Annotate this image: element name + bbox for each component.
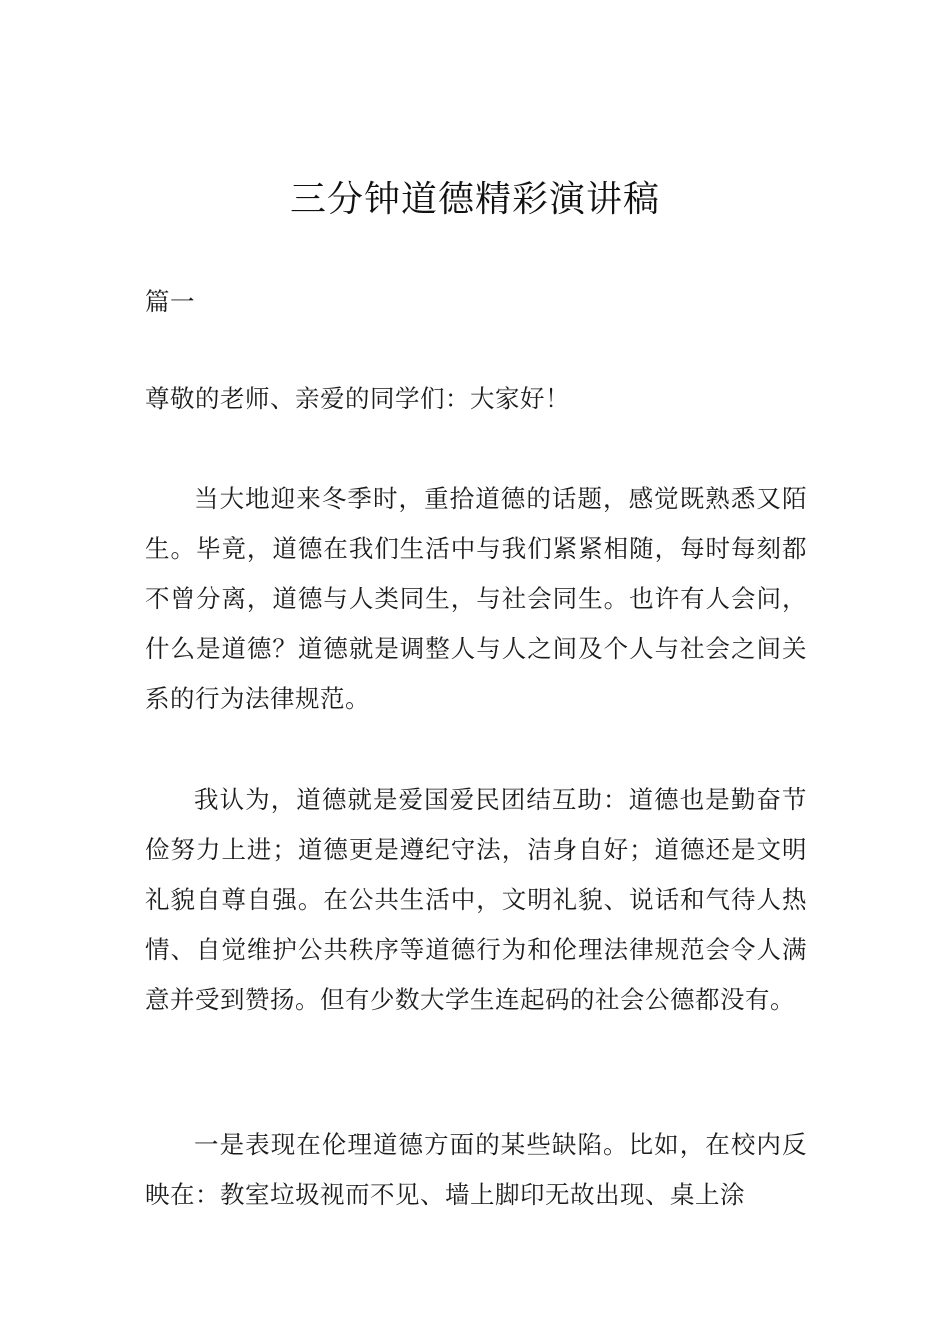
greeting-line: 尊敬的老师、亲爱的同学们：大家好！: [145, 384, 570, 413]
document-title: 三分钟道德精彩演讲稿: [289, 179, 660, 220]
body-paragraph-2: 我认为，道德就是爱国爱民团结互助：道德也是勤奋节俭努力上进；道德更是遵纪守法，洁身自好；道德还是文明礼貌自尊自强。在公共生活中，文明礼貌、说话和气待人热情、自觉维护公共秩序等道德行为和伦理法律规范会令人满意并受到赞扬。但有少数大学生连起码的社会公德都没有。: [145, 785, 807, 1014]
section-label: 篇一: [145, 287, 195, 316]
body-paragraph-1: 当大地迎来冬季时，重拾道德的话题，感觉既熟悉又陌生。毕竟，道德在我们生活中与我们紧紧相随，每时每刻都不曾分离，道德与人类同生，与社会同生。也许有人会问，什么是道德？道德就是调整人与人之间及个人与社会之间关系的行为法律规范。: [145, 484, 807, 713]
body-paragraph-3: 一是表现在伦理道德方面的某些缺陷。比如，在校内反映在：教室垃圾视而不见、墙上脚印无故出现、桌上涂: [145, 1130, 807, 1209]
